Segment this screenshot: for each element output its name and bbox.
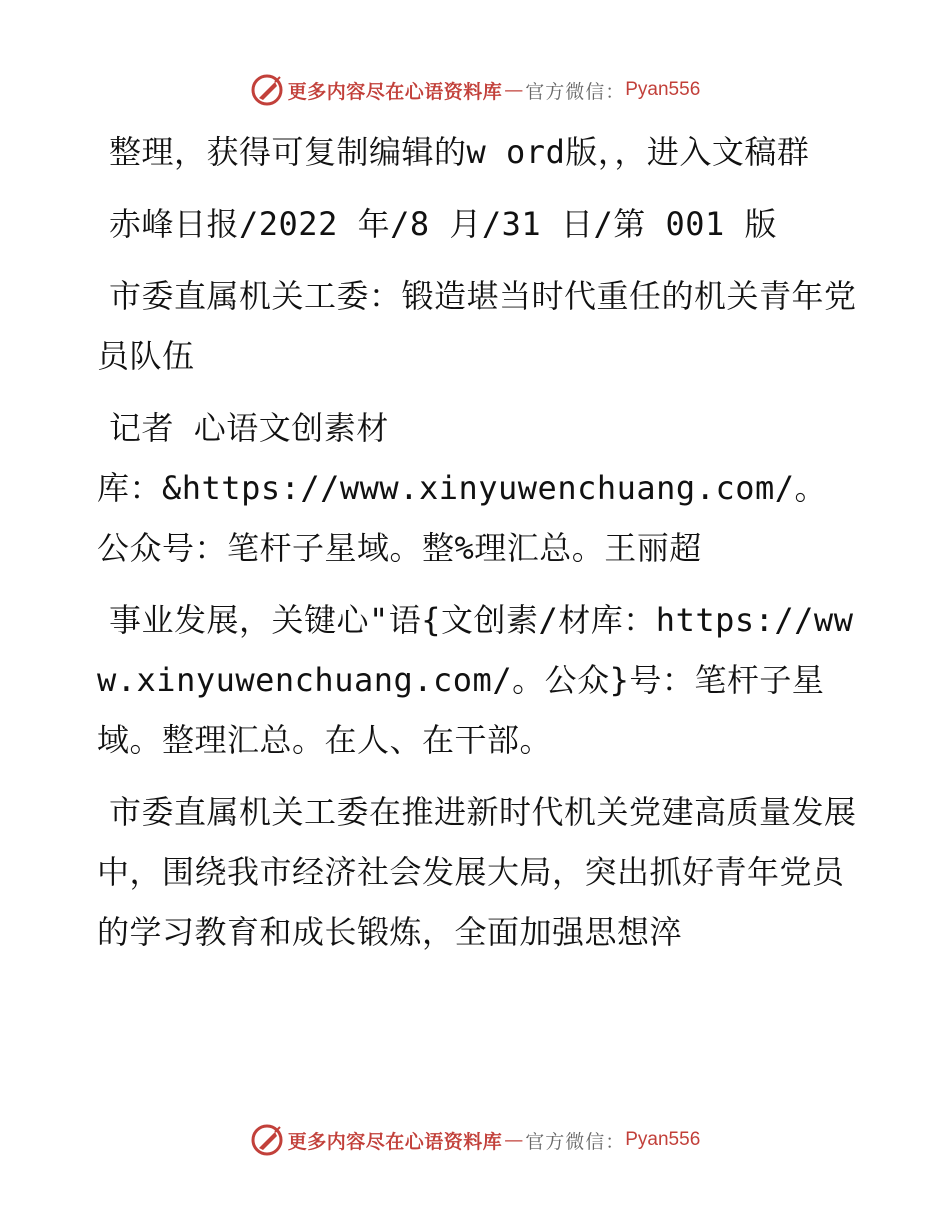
watermark-wechat-id: Pyan556 xyxy=(625,1129,701,1150)
paragraph-byline: 记者 心语文创素材 xyxy=(109,409,389,447)
watermark-separator: — xyxy=(504,79,524,101)
watermark-brand: 更多内容尽在心语资料库 xyxy=(287,1130,503,1153)
paragraph-body-2: 市委直属机关工委在推进新时代机关党建高质量发展中，围绕我市经济社会发展大局，突出抓好青年党员的学习教育和成长锻炼，全面加强思想淬 xyxy=(97,793,857,951)
quill-pen-logo-icon xyxy=(250,73,284,107)
paragraph-body-1: 事业发展，关键心"语{文创素/材库：https://www.xinyuwenchuang.com/。公众}号：笔杆子星域。整理汇总。在人、在干部。 xyxy=(97,601,854,759)
paragraph-byline-continued: 库：&https://www.xinyuwenchuang.com/。公众号：笔杆子星域。整%理汇总。王丽超 xyxy=(97,469,828,567)
paragraph-source: 赤峰日报/2022 年/8 月/31 日/第 001 版 xyxy=(109,205,778,243)
footer-watermark xyxy=(0,1120,950,1160)
watermark-wechat-label: 官方微信： xyxy=(525,1130,626,1153)
watermark-wechat-id: Pyan556 xyxy=(625,79,701,100)
paragraph-intro: 整理，获得可复制编辑的w ord版，，进入文稿群 xyxy=(109,133,810,171)
paragraph-headline: 市委直属机关工委：锻造堪当时代重任的机关青年党员队伍 xyxy=(97,277,857,375)
document-body xyxy=(97,122,857,962)
watermark-separator: — xyxy=(504,1129,524,1151)
header-watermark xyxy=(0,70,950,110)
watermark-brand: 更多内容尽在心语资料库 xyxy=(287,80,503,103)
quill-pen-logo-icon xyxy=(250,1123,284,1157)
watermark-wechat-label: 官方微信： xyxy=(525,80,626,103)
